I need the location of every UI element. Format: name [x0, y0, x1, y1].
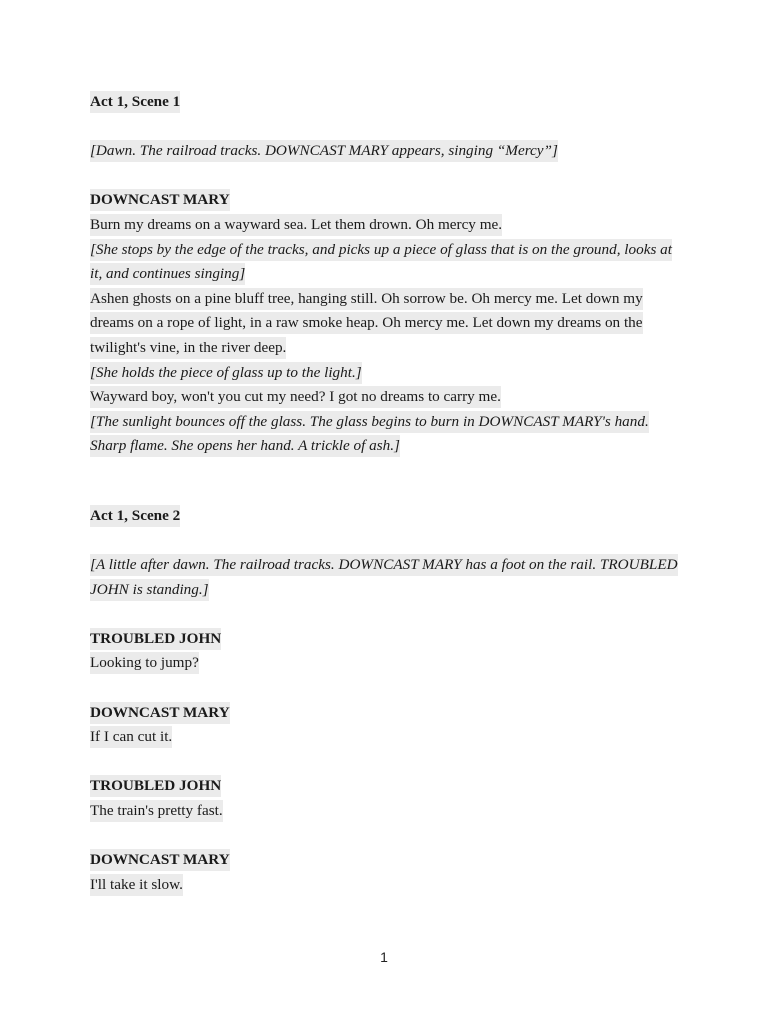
- stage-direction: [90, 139, 680, 164]
- character-name-text: TROUBLED JOHN: [90, 775, 221, 797]
- dialogue-line: [90, 799, 680, 824]
- character-name-text: DOWNCAST MARY: [90, 702, 230, 724]
- character-name-text: DOWNCAST MARY: [90, 849, 230, 871]
- stage-direction-text: [She holds the piece of glass up to the light.]: [90, 362, 362, 384]
- character-name: [90, 188, 680, 213]
- character-name: [90, 701, 680, 726]
- stage-direction: [90, 361, 680, 386]
- dialogue-text: Ashen ghosts on a pine bluff tree, hanging still. Oh sorrow be. Oh mercy me. Let down my dreams on a rope of light, in a raw smoke heap. Oh mercy me. Let down my dreams on the twilight's vine, in the river deep.: [90, 288, 643, 359]
- stage-direction: [90, 553, 680, 602]
- stage-direction-text: [She stops by the edge of the tracks, and picks up a piece of glass that is on the ground, looks at it, and continues singing]: [90, 239, 672, 286]
- character-name: [90, 848, 680, 873]
- dialogue-text: Looking to jump?: [90, 652, 199, 674]
- dialogue-text: If I can cut it.: [90, 726, 172, 748]
- stage-direction: [90, 410, 680, 459]
- scene-heading-text: Act 1, Scene 2: [90, 505, 180, 527]
- stage-direction: [90, 238, 680, 287]
- stage-direction-text: [A little after dawn. The railroad tracks. DOWNCAST MARY has a foot on the rail. TROUBLED JOHN is standing.]: [90, 554, 678, 601]
- character-name: [90, 774, 680, 799]
- dialogue-line: [90, 873, 680, 898]
- character-name: [90, 627, 680, 652]
- page-number: 1: [380, 949, 388, 965]
- dialogue-text: Burn my dreams on a wayward sea. Let them drown. Oh mercy me.: [90, 214, 502, 236]
- scene-heading-text: Act 1, Scene 1: [90, 91, 180, 113]
- dialogue-line: [90, 651, 680, 676]
- character-name-text: TROUBLED JOHN: [90, 628, 221, 650]
- dialogue-line: [90, 725, 680, 750]
- dialogue-line: [90, 385, 680, 410]
- stage-direction-text: [The sunlight bounces off the glass. The glass begins to burn in DOWNCAST MARY's hand. Sharp flame. She opens her hand. A trickle of ash.]: [90, 411, 649, 458]
- script-page: [90, 90, 680, 897]
- dialogue-line: [90, 213, 680, 238]
- character-name-text: DOWNCAST MARY: [90, 189, 230, 211]
- dialogue-text: The train's pretty fast.: [90, 800, 223, 822]
- scene-heading: [90, 504, 680, 529]
- dialogue-text: Wayward boy, won't you cut my need? I got no dreams to carry me.: [90, 386, 501, 408]
- scene-heading: [90, 90, 680, 115]
- dialogue-line: [90, 287, 680, 361]
- dialogue-text: I'll take it slow.: [90, 874, 183, 896]
- stage-direction-text: [Dawn. The railroad tracks. DOWNCAST MARY appears, singing “Mercy”]: [90, 140, 558, 162]
